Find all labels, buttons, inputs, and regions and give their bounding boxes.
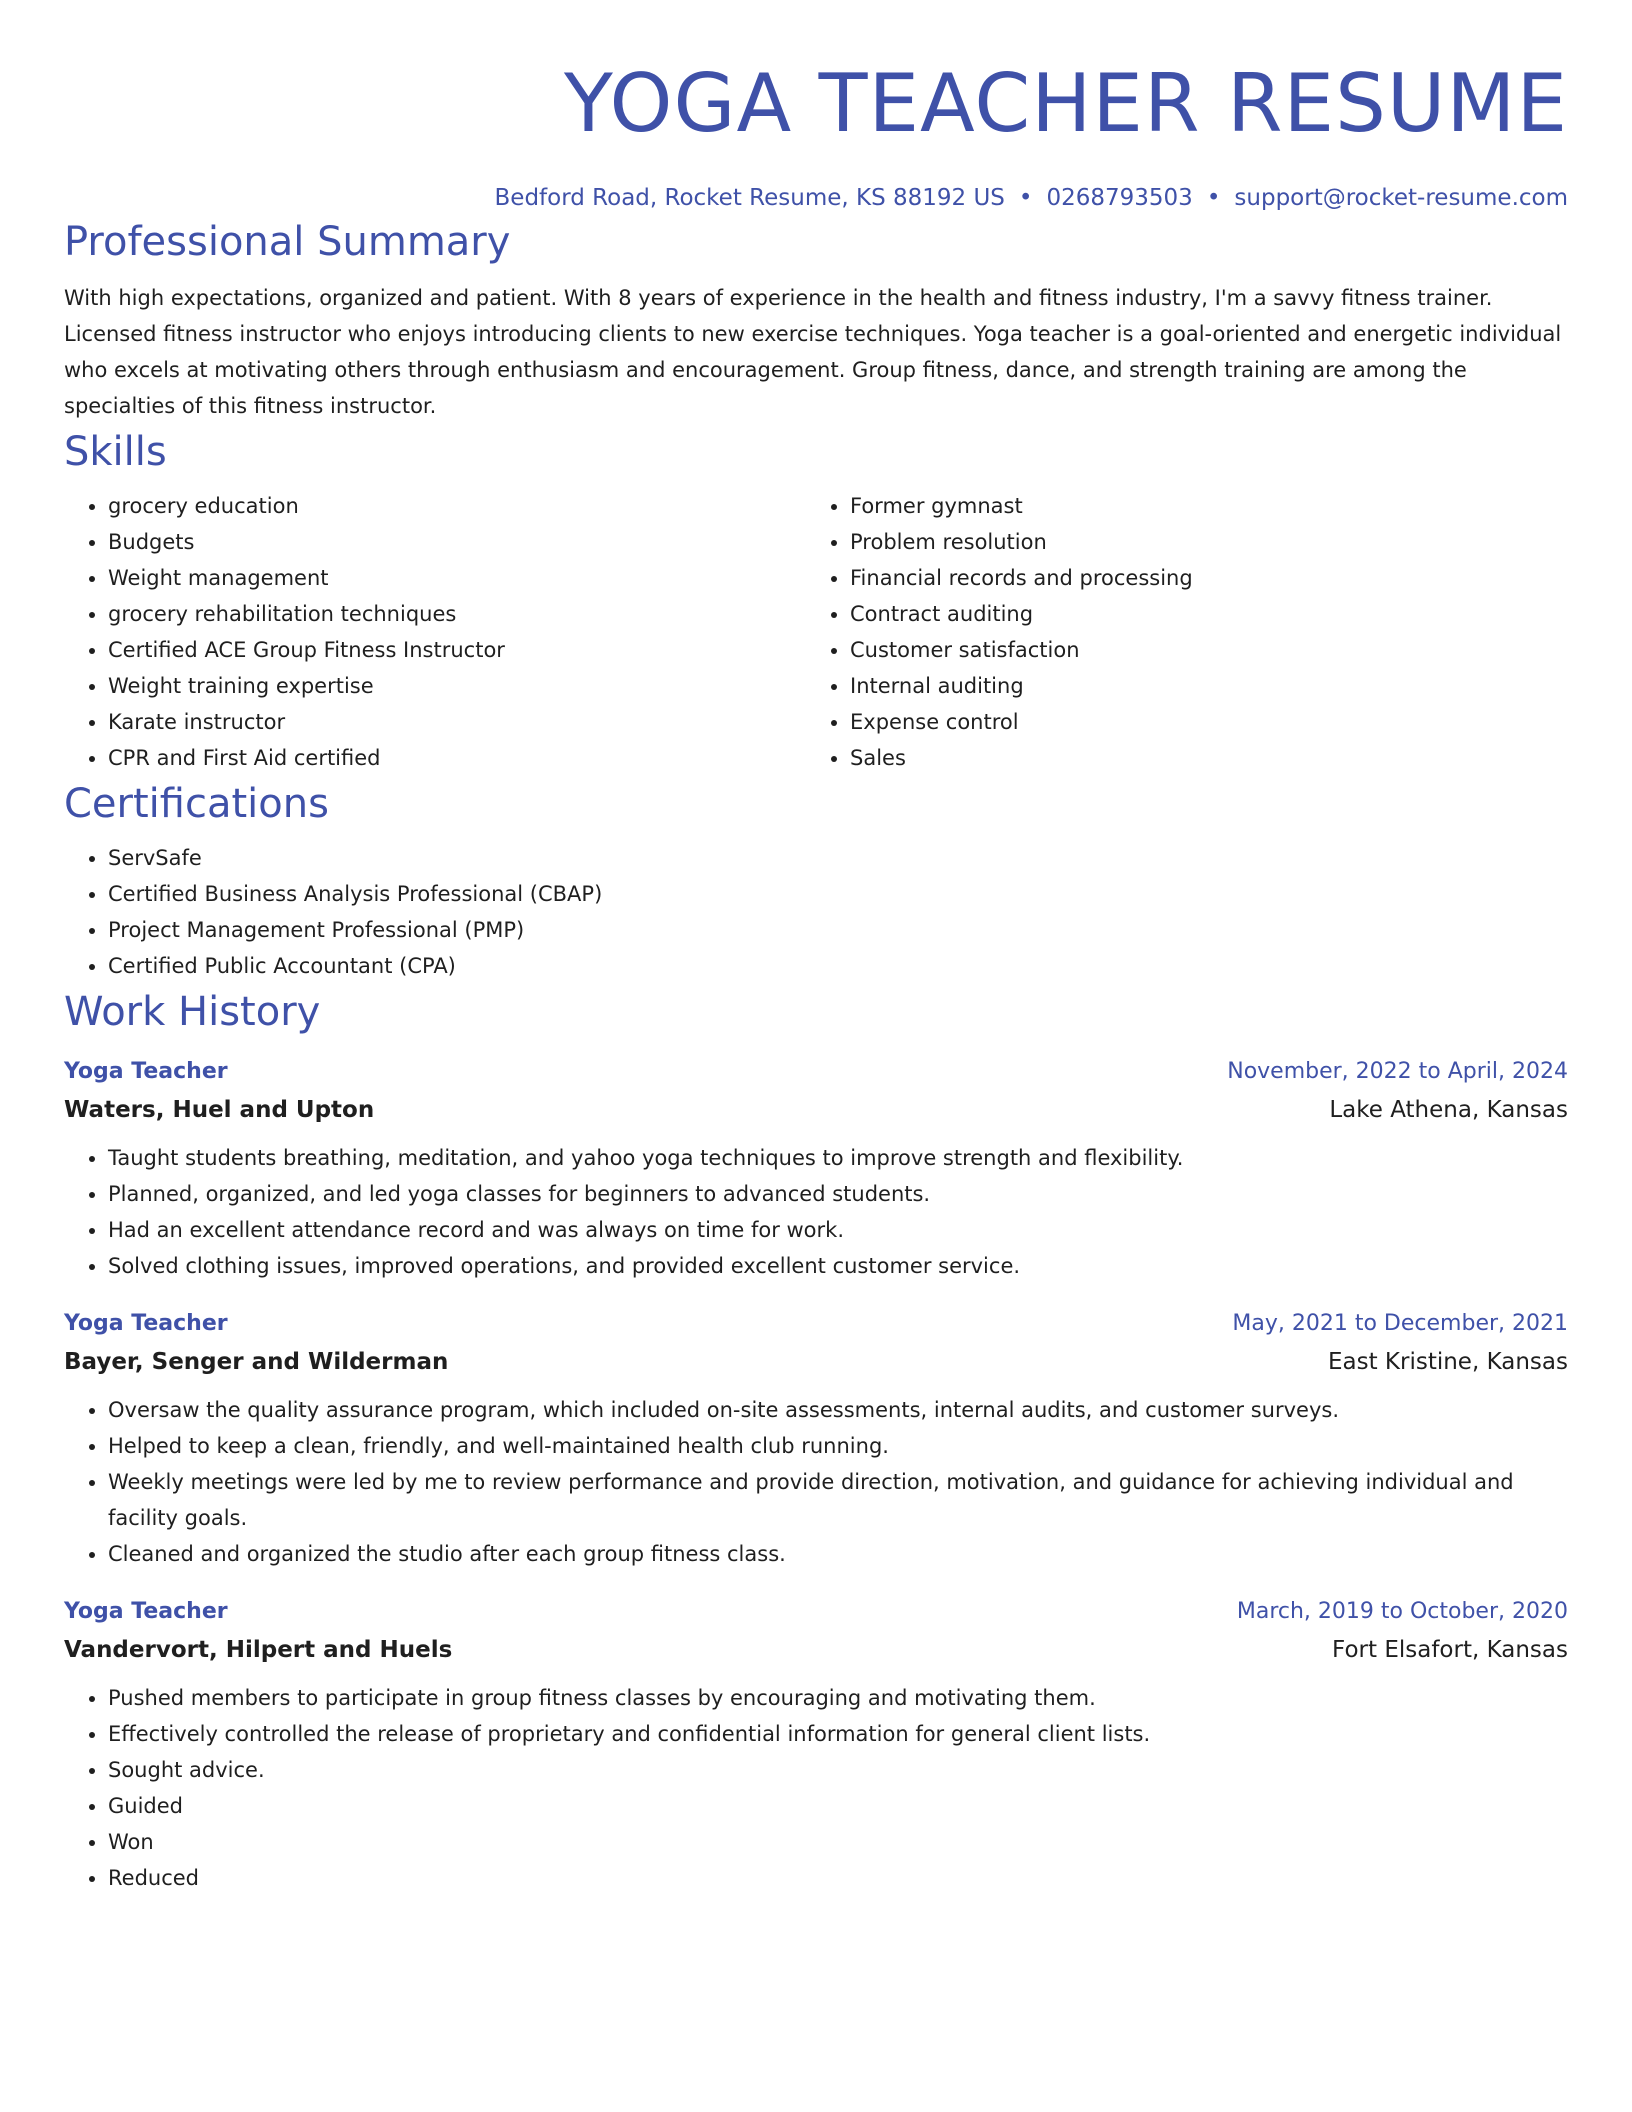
job-entry [64, 1306, 1568, 1572]
contact-address: Bedford Road, Rocket Resume, KS 88192 US [494, 185, 1005, 211]
work-history-heading: Work History [64, 989, 321, 1035]
skill-item: • Weight management [108, 560, 806, 596]
job-bullets [64, 1392, 1568, 1572]
job-company: Waters, Huel and Upton [64, 1097, 375, 1123]
skill-item: • Customer satisfaction [850, 632, 1548, 668]
skill-item: • Former gymnast [850, 488, 1548, 524]
job-location: Lake Athena, Kansas [1329, 1097, 1568, 1123]
summary-text: With high expectations, organized and patient. With 8 years of experience in the health and fitness industry, I'm a savvy fitness trainer. Licensed fitness instructor who enjoys introducing clients to new exercise techniques. Yoga teacher is a goal-oriented and energetic individual who excels at motivating others through enthusiasm and encouragement. Group fitness, dance, and strength training are among the specialties of this fitness instructor. [64, 286, 1562, 418]
job-company-row [64, 1342, 1568, 1382]
skills-list-left [64, 488, 806, 776]
contact-email[interactable]: support@rocket-resume.com [1234, 185, 1568, 211]
job-header-row [64, 1054, 1568, 1090]
contact-separator: • [1018, 185, 1033, 211]
job-bullet: • Pushed members to participate in group fitness classes by encouraging and motivating them. [108, 1680, 1568, 1716]
certification-item: • Certified Business Analysis Professional (CBAP) [108, 876, 1568, 912]
skill-item: • Expense control [850, 704, 1548, 740]
job-bullets [64, 1140, 1568, 1284]
certification-item: • Project Management Professional (PMP) [108, 912, 1568, 948]
skill-item: • Internal auditing [850, 668, 1548, 704]
skill-item: • Weight training expertise [108, 668, 806, 704]
certifications-list [64, 840, 1568, 984]
resume-title: YOGA TEACHER RESUME [564, 57, 1568, 150]
job-bullets [64, 1680, 1568, 1896]
job-entry [64, 1594, 1568, 1896]
skill-item: • Contract auditing [850, 596, 1548, 632]
job-dates: May, 2021 to December, 2021 [1232, 1311, 1568, 1336]
job-dates: March, 2019 to October, 2020 [1236, 1599, 1568, 1624]
contact-line [64, 182, 1568, 214]
job-bullet: • Effectively controlled the release of proprietary and confidential information for general client lists. [108, 1716, 1568, 1752]
job-company: Bayer, Senger and Wilderman [64, 1349, 449, 1375]
job-location: East Kristine, Kansas [1327, 1349, 1568, 1375]
job-bullet: • Solved clothing issues, improved operations, and provided excellent customer service. [108, 1248, 1568, 1284]
job-bullet: • Had an excellent attendance record and was always on time for work. [108, 1212, 1568, 1248]
job-bullet: • Weekly meetings were led by me to review performance and provide direction, motivation, and guidance for achieving individual and facility goals. [108, 1464, 1568, 1536]
skill-item: • Problem resolution [850, 524, 1548, 560]
job-header-row [64, 1306, 1568, 1342]
job-title: Yoga Teacher [64, 1059, 228, 1084]
contact-phone: 0268793503 [1046, 185, 1193, 211]
job-title: Yoga Teacher [64, 1311, 228, 1336]
certification-item: • ServSafe [108, 840, 1568, 876]
job-company-row [64, 1630, 1568, 1670]
summary-heading: Professional Summary [64, 219, 511, 265]
job-bullet: • Helped to keep a clean, friendly, and well-maintained health club running. [108, 1428, 1568, 1464]
contact-separator: • [1206, 185, 1221, 211]
work-history-list [64, 1054, 1568, 1896]
skill-item: • grocery education [108, 488, 806, 524]
skills-heading: Skills [64, 429, 167, 475]
certifications-heading: Certifications [64, 781, 329, 827]
job-bullet: • Guided [108, 1788, 1568, 1824]
job-bullet: • Planned, organized, and led yoga classes for beginners to advanced students. [108, 1176, 1568, 1212]
skill-item: • grocery rehabilitation techniques [108, 596, 806, 632]
skills-columns [64, 488, 1568, 776]
skill-item: • CPR and First Aid certified [108, 740, 806, 776]
job-title: Yoga Teacher [64, 1599, 228, 1624]
skill-item: • Budgets [108, 524, 806, 560]
skill-item: • Certified ACE Group Fitness Instructor [108, 632, 806, 668]
job-bullet: • Reduced [108, 1860, 1568, 1896]
job-bullet: • Taught students breathing, meditation, and yahoo yoga techniques to improve strength and flexibility. [108, 1140, 1568, 1176]
job-entry [64, 1054, 1568, 1284]
job-bullet: • Cleaned and organized the studio after each group fitness class. [108, 1536, 1568, 1572]
skill-item: • Sales [850, 740, 1548, 776]
job-company: Vandervort, Hilpert and Huels [64, 1637, 453, 1663]
skills-list-right [806, 488, 1548, 776]
skill-item: • Karate instructor [108, 704, 806, 740]
job-header-row [64, 1594, 1568, 1630]
job-bullet: • Sought advice. [108, 1752, 1568, 1788]
job-bullet: • Oversaw the quality assurance program, which included on-site assessments, internal audits, and customer surveys. [108, 1392, 1568, 1428]
certification-item: • Certified Public Accountant (CPA) [108, 948, 1568, 984]
skill-item: • Financial records and processing [850, 560, 1548, 596]
job-company-row [64, 1090, 1568, 1130]
resume-page [64, 0, 1568, 1896]
job-dates: November, 2022 to April, 2024 [1227, 1059, 1568, 1084]
job-location: Fort Elsafort, Kansas [1332, 1637, 1568, 1663]
job-bullet: • Won [108, 1824, 1568, 1860]
